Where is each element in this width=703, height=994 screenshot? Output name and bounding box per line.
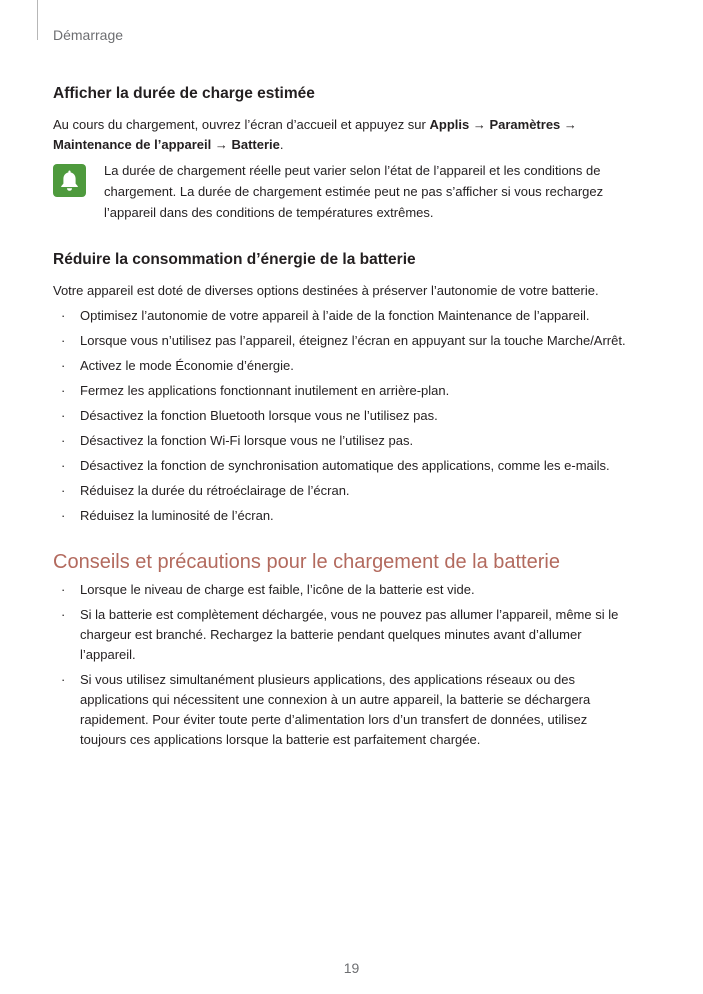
estimated-charge-instructions: Au cours du chargement, ouvrez l’écran d’accueil et appuyez sur Applis → Paramètres → Maintenance de l’appareil → Batterie. <box>53 117 577 152</box>
note-text: La durée de chargement réelle peut varier selon l’état de l’appareil et les conditions de chargement. La durée de chargement estimée peut ne pas s’afficher si vous rechargez l’appareil dans des conditions de températures extrêmes. <box>104 163 604 220</box>
list-item: · Si vous utilisez simultanément plusieurs applications, des applications réseaux ou des applications qui nécessitent une connexion à un autre appareil, la batterie se déchargera rapidement. Pour éviter toute perte d’alimentation lors d’un transfert de données, utilisez toujours ces applications lorsque la batterie est parfaitement chargée. <box>61 672 591 747</box>
section-title-reduce-consumption: Réduire la consommation d’énergie de la batterie <box>53 251 416 268</box>
list-item: · Désactivez la fonction Wi-Fi lorsque vous ne l’utilisez pas. <box>61 433 414 448</box>
section-title-charging-tips: Conseils et précautions pour le chargement de la batterie <box>53 551 560 573</box>
header-divider <box>37 0 38 40</box>
page-content <box>53 84 653 750</box>
note-box <box>53 160 653 223</box>
page-number: 19 <box>343 960 360 976</box>
charging-precautions-list <box>53 580 653 750</box>
list-item: · Lorsque vous n’utilisez pas l’appareil, éteignez l’écran en appuyant sur la touche Marche/Arrêt. <box>61 333 626 348</box>
chapter-header: Démarrage <box>53 27 124 43</box>
list-item: · Activez le mode Économie d’énergie. <box>61 358 294 373</box>
bell-icon <box>53 164 86 197</box>
list-item: · Désactivez la fonction Bluetooth lorsque vous ne l’utilisez pas. <box>61 408 438 423</box>
menu-path-applis: Applis <box>429 117 470 132</box>
menu-path-parametres: Paramètres <box>489 117 561 132</box>
list-item: · Lorsque le niveau de charge est faible, l’icône de la batterie est vide. <box>61 582 475 597</box>
section-title-estimated-charge: Afficher la durée de charge estimée <box>53 85 315 102</box>
menu-path-batterie: Batterie <box>231 137 280 152</box>
list-item: · Réduisez la durée du rétroéclairage de l’écran. <box>61 483 350 498</box>
reduce-consumption-intro: Votre appareil est doté de diverses options destinées à préserver l’autonomie de votre batterie. <box>53 283 599 298</box>
list-item: · Réduisez la luminosité de l’écran. <box>61 508 274 523</box>
list-item: · Désactivez la fonction de synchronisation automatique des applications, comme les e-mails. <box>61 458 610 473</box>
list-item: · Si la batterie est complètement déchargée, vous ne pouvez pas allumer l’appareil, même si le chargeur est branché. Rechargez la batterie pendant quelques minutes avant d’allumer l’appareil. <box>61 607 619 662</box>
menu-path-maintenance: Maintenance de l’appareil <box>53 137 212 152</box>
list-item: · Optimisez l’autonomie de votre appareil à l’aide de la fonction Maintenance de l’appareil. <box>61 308 590 323</box>
list-item: · Fermez les applications fonctionnant inutilement en arrière-plan. <box>61 383 450 398</box>
battery-saving-tips-list <box>53 306 653 526</box>
